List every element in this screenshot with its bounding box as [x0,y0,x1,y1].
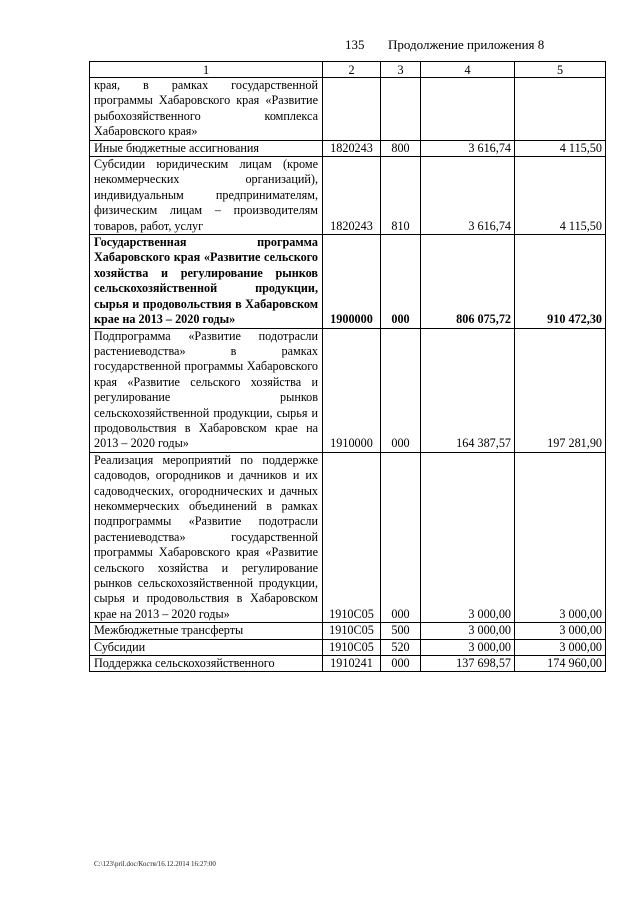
table-row [90,235,606,328]
cell-amount-second: 910 472,30 [515,235,606,328]
cell-amount-second [515,78,606,141]
cell-amount-second: 3 000,00 [515,623,606,639]
table-row [90,639,606,655]
cell-amount-first [421,78,515,141]
cell-expense-type: 000 [381,656,421,672]
cell-amount-first: 3 000,00 [421,639,515,655]
column-header: 4 [421,62,515,78]
cell-amount-second: 3 000,00 [515,452,606,622]
cell-description: Субсидии юридическим лицам (кроме некоммерческих организаций), индивидуальным предпринимателям, физическим лицам – производителям товаров, работ, услуг [90,157,323,235]
cell-amount-second: 197 281,90 [515,328,606,452]
table-row [90,140,606,156]
cell-expense-type: 000 [381,235,421,328]
cell-amount-first: 137 698,57 [421,656,515,672]
cell-amount-first: 3 000,00 [421,452,515,622]
cell-target-code: 1910С05 [323,623,381,639]
cell-expense-type: 500 [381,623,421,639]
cell-amount-first: 164 387,57 [421,328,515,452]
cell-expense-type: 000 [381,452,421,622]
cell-expense-type: 810 [381,157,421,235]
budget-table [89,61,606,672]
cell-description: Межбюджетные трансферты [90,623,323,639]
cell-amount-second: 4 115,50 [515,140,606,156]
cell-amount-first: 806 075,72 [421,235,515,328]
cell-description: Государственная программа Хабаровского края «Развитие сельского хозяйства и регулирование рынков сельскохозяйственной продукции, сырья и продовольствия в Хабаровском крае на 2013 – 2020 годы» [90,235,323,328]
cell-target-code: 1910С05 [323,452,381,622]
cell-description: Реализация мероприятий по поддержке садоводов, огородников и дачников и их садоводческих, огороднических и дачных некоммерческих объединений в рамках подпрограммы «Развитие подотрасли растениеводства» государственной программы Хабаровского края «Развитие сельского хозяйства и регулирование рынков сельскохозяйственной продукции, сырья и продовольствия в Хабаровском крае на 2013 – 2020 годы» [90,452,323,622]
cell-amount-second: 4 115,50 [515,157,606,235]
table-row [90,656,606,672]
cell-description: Подпрограмма «Развитие подотрасли растениеводства» в рамках государственной программы Хабаровского края «Развитие сельского хозяйства и регулирование рынков сельскохозяйственной продукции, сырья и продовольствия в Хабаровском крае на 2013 – 2020 годы» [90,328,323,452]
cell-description: Субсидии [90,639,323,655]
cell-target-code: 1910000 [323,328,381,452]
cell-target-code: 1820243 [323,157,381,235]
column-header: 2 [323,62,381,78]
table-row [90,78,606,141]
cell-description: Иные бюджетные ассигнования [90,140,323,156]
column-header: 3 [381,62,421,78]
cell-amount-first: 3 616,74 [421,157,515,235]
page-header [0,37,640,55]
table-row [90,623,606,639]
continuation-label: Продолжение приложения 8 [388,37,545,52]
cell-target-code: 1910С05 [323,639,381,655]
cell-amount-second: 3 000,00 [515,639,606,655]
cell-description: края, в рамках государственной программы Хабаровского края «Развитие рыбохозяйственного комплекса Хабаровского края» [90,78,323,141]
column-header: 1 [90,62,323,78]
cell-expense-type: 520 [381,639,421,655]
table-header-row [90,62,606,78]
cell-amount-first: 3 000,00 [421,623,515,639]
column-header: 5 [515,62,606,78]
page-number: 135 [345,37,365,52]
cell-target-code: 1910241 [323,656,381,672]
table-row [90,157,606,235]
cell-target-code: 1820243 [323,140,381,156]
table-row [90,452,606,622]
cell-target-code [323,78,381,141]
table-row [90,328,606,452]
cell-expense-type: 000 [381,328,421,452]
cell-description: Поддержка сельскохозяйственного [90,656,323,672]
document-path-footer: C:\123\pril.doc/Костя/16.12.2014 16:27:00 [94,860,216,868]
cell-expense-type [381,78,421,141]
cell-amount-first: 3 616,74 [421,140,515,156]
cell-expense-type: 800 [381,140,421,156]
cell-amount-second: 174 960,00 [515,656,606,672]
cell-target-code: 1900000 [323,235,381,328]
